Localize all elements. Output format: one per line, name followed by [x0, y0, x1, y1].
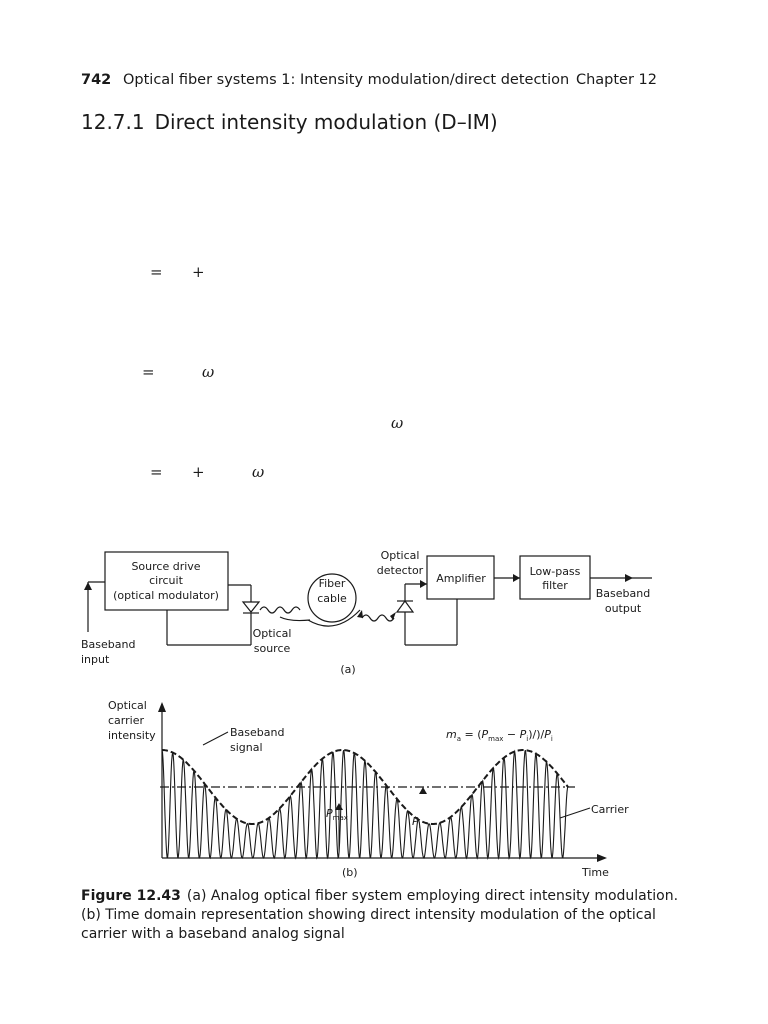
baseband-input-arrow	[84, 582, 92, 590]
pi-label: $P_i$	[412, 815, 421, 830]
figure-caption	[81, 887, 681, 944]
eq4-omega: ω	[252, 463, 265, 481]
section-number: 12.7.1	[81, 110, 145, 134]
lpf-label-2: filter	[542, 579, 568, 592]
led-icon	[243, 602, 259, 612]
figure-a-label: (a)	[340, 663, 356, 676]
modulation-index-formula: $m_a = (P_{max} - P_i)/)/P_i$	[446, 728, 553, 743]
source-drive-label-1: Source drive	[131, 560, 201, 573]
section-heading	[81, 110, 498, 134]
baseband-input-label-2: input	[81, 653, 110, 666]
chapter-label: Chapter 12	[575, 72, 657, 88]
figure-b-label: (b)	[342, 866, 358, 879]
eq3-omega: ω	[391, 414, 404, 432]
eq2-equals: =	[142, 363, 155, 381]
time-label: Time	[582, 866, 609, 879]
baseband-signal-label-2: signal	[230, 741, 263, 754]
source-drive-label-3: (optical modulator)	[113, 589, 219, 602]
running-header	[81, 72, 657, 94]
optical-source-label-1: Optical	[252, 627, 292, 640]
y-label-2: carrier	[108, 714, 144, 727]
carrier-label: Carrier	[591, 803, 629, 816]
fiber-label-2: cable	[317, 592, 347, 605]
running-title: Optical fiber systems 1: Intensity modulation/direct detection	[123, 72, 570, 88]
baseband-signal-label-1: Baseband	[230, 726, 285, 739]
caption-label: Figure 12.43	[81, 888, 181, 904]
detector-label-2: detector	[376, 564, 424, 577]
fiber-label-1: Fiber	[318, 577, 346, 590]
eq4-plus: +	[192, 463, 205, 481]
y-label-3: intensity	[108, 729, 156, 742]
detector-label-1: Optical	[380, 549, 420, 562]
figure-b-chart	[70, 690, 630, 880]
pmax-label: $P_{max}$	[326, 807, 348, 822]
carrier-waveform	[162, 750, 568, 858]
eq4-equals: =	[150, 463, 163, 481]
eq1-equals: =	[150, 263, 163, 281]
figure-a-block-diagram	[70, 540, 670, 680]
photodiode-icon	[397, 601, 413, 612]
optical-source-label-2: source	[253, 642, 291, 655]
eq2-omega: ω	[202, 363, 215, 381]
lpf-label-1: Low-pass	[529, 565, 581, 578]
baseband-output-label-2: output	[604, 602, 642, 615]
baseband-input-label-1: Baseband	[81, 638, 136, 651]
source-drive-label-2: circuit	[149, 574, 183, 587]
baseband-output-label-1: Baseband	[595, 587, 651, 600]
caption-text: (a) Analog optical fiber system employing direct intensity modulation. (b) Time domain representation showing direct intensity modulation of the optical carrier with a baseband analog signal	[81, 888, 679, 942]
eq1-plus: +	[192, 263, 205, 281]
amplifier-label: Amplifier	[436, 572, 486, 585]
y-label-1: Optical	[108, 699, 147, 712]
page-number: 742	[81, 72, 112, 88]
section-title: Direct intensity modulation (D–IM)	[154, 110, 498, 134]
output-arrow	[625, 574, 633, 582]
